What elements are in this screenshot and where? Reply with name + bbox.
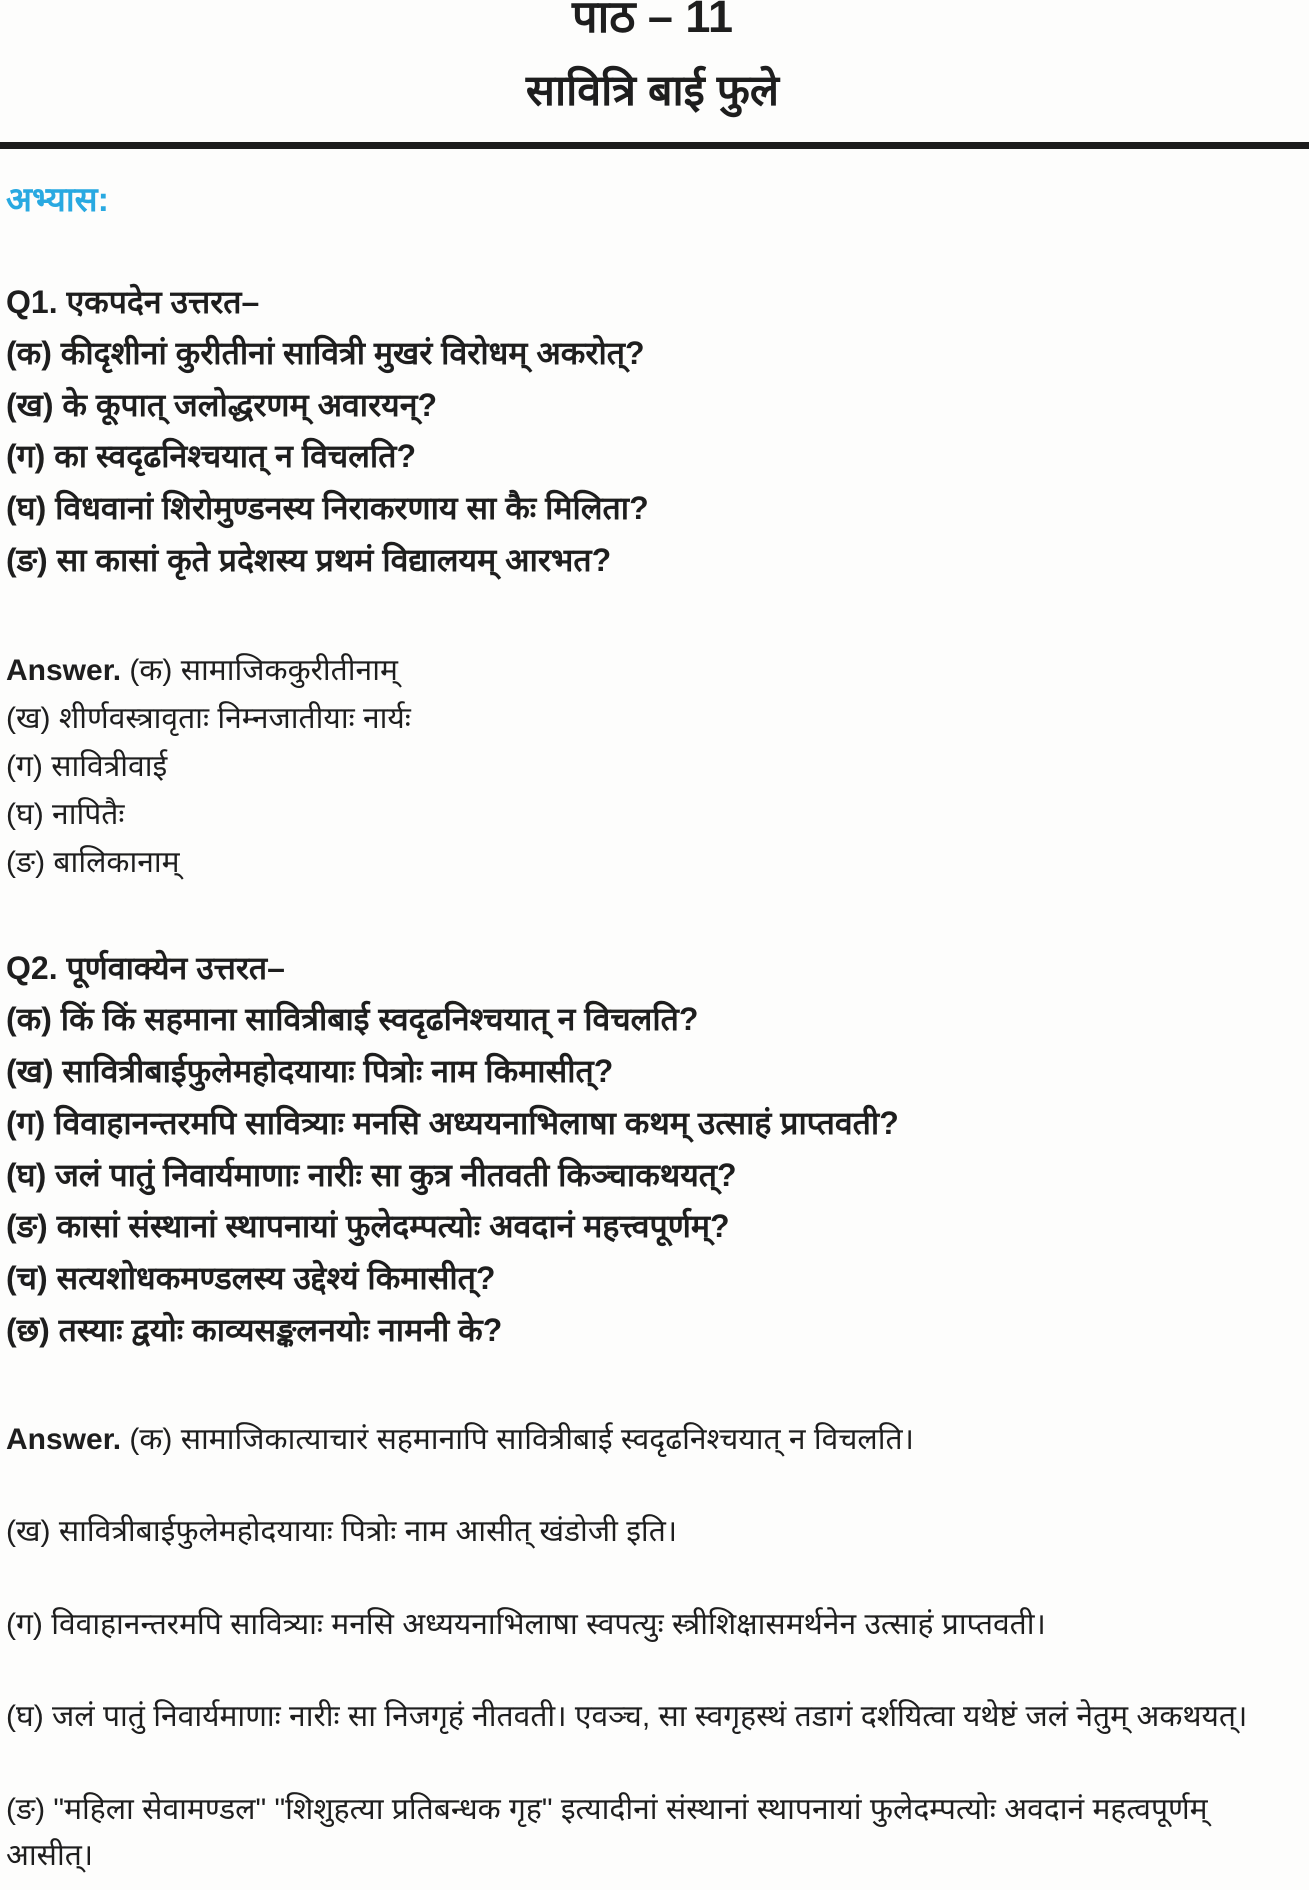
- q1-question-nga: (ङ) सा कासां कृते प्रदेशस्य प्रथमं विद्यालयम् आरभत?: [6, 542, 612, 579]
- q1-answer-nga: (ङ) बालिकानाम्: [6, 845, 180, 879]
- chapter-title-block: [6, 0, 1299, 118]
- q2-answer-kha: (ख) सावित्रीबाईफुलेमहोदयायाः पित्रोः नाम आसीत् खंडोजी इति।: [6, 1515, 678, 1549]
- q2-answer-block: [6, 1417, 1299, 1880]
- q1-question-list: [6, 328, 1299, 587]
- q1-answer-gha: (घ) नापितैः: [6, 797, 125, 831]
- q1-answer-first-line: [6, 647, 1299, 695]
- q1-answer-block: [6, 647, 1299, 887]
- q2-question-cha: (च) सत्यशोधकमण्डलस्य उद्देश्यं किमासीत्?: [6, 1260, 496, 1297]
- q2-question-chha: (छ) तस्याः द्वयोः काव्यसङ्कलनयोः नामनी के?: [6, 1312, 503, 1349]
- q1-answer-ga: (ग) सावित्रीवाई: [6, 749, 168, 783]
- q2-answer-ka: (क) सामाजिकात्याचारं सहमानापि सावित्रीबाई स्वदृढनिश्चयात् न विचलति।: [129, 1422, 914, 1456]
- chapter-number-title: पाठ – 11: [572, 0, 733, 42]
- q2-answer-label: Answer.: [6, 1422, 122, 1456]
- q1-answer-label: Answer.: [6, 653, 122, 687]
- title-divider: [0, 142, 1309, 149]
- q2-answer-first-line: [6, 1417, 1299, 1464]
- q2-answer-ga: (ग) विवाहानन्तरमपि सावित्र्याः मनसि अध्ययनाभिलाषा स्वपत्युः स्त्रीशिक्षासमर्थनेन उत्साहं प्राप्तवती।: [6, 1607, 1046, 1641]
- chapter-name-title: सावित्रि बाई फुले: [525, 67, 780, 115]
- q2-question-ka: (क) किं किं सहमाना सावित्रीबाई स्वदृढनिश्चयात् न विचलति?: [6, 1001, 699, 1038]
- exercise-heading: अभ्यास:: [6, 180, 109, 219]
- q1-question-ga: (ग) का स्वदृढनिश्चयात् न विचलति?: [6, 438, 416, 475]
- q1-answer-kha: (ख) शीर्णवस्त्रावृताः निम्नजातीयाः नार्यः: [6, 701, 411, 735]
- q2-heading: Q2. पूर्णवाक्येन उत्तरत–: [6, 949, 285, 986]
- q1-question-gha: (घ) विधवानां शिरोमुण्डनस्य निराकरणाय सा कैः मिलिता?: [6, 490, 649, 527]
- q2-question-nga: (ङ) कासां संस्थानां स्थापनायां फुलेदम्पत्योः अवदानं महत्त्वपूर्णम्?: [6, 1208, 730, 1245]
- q2-answer-nga: (ङ) "महिला सेवामण्डल" "शिशुहत्या प्रतिबन्धक गृह" इत्यादीनां संस्थानां स्थापनायां फुलेदम्पत्योः अवदानं महत्वपूर्णम् आसीत्।: [6, 1792, 1208, 1873]
- q1-answer-ka: (क) सामाजिककुरीतीनाम्: [129, 653, 398, 687]
- q2-question-gha: (घ) जलं पातुं निवार्यमाणाः नारीः सा कुत्र नीतवती किञ्चाकथयत्?: [6, 1156, 737, 1193]
- q1-heading: Q1. एकपदेन उत्तरत–: [6, 283, 260, 320]
- q1-question-ka: (क) कीदृशीनां कुरीतीनां सावित्री मुखरं विरोधम् अकरोत्?: [6, 334, 645, 371]
- q2-question-kha: (ख) सावित्रीबाईफुलेमहोदयायाः पित्रोः नाम किमासीत्?: [6, 1052, 614, 1089]
- q2-answer-gha: (घ) जलं पातुं निवार्यमाणाः नारीः सा निजगृहं नीतवती। एवञ्च, सा स्वगृहस्थं तडागं दर्शयित्वा यथेष्टं जलं नेतुम् अकथयत्।: [6, 1700, 1248, 1734]
- q2-question-list: [6, 994, 1299, 1357]
- q1-question-kha: (ख) के कूपात् जलोद्धरणम् अवारयन्?: [6, 386, 438, 423]
- q2-question-ga: (ग) विवाहानन्तरमपि सावित्र्याः मनसि अध्ययनाभिलाषा कथम् उत्साहं प्राप्तवती?: [6, 1104, 899, 1141]
